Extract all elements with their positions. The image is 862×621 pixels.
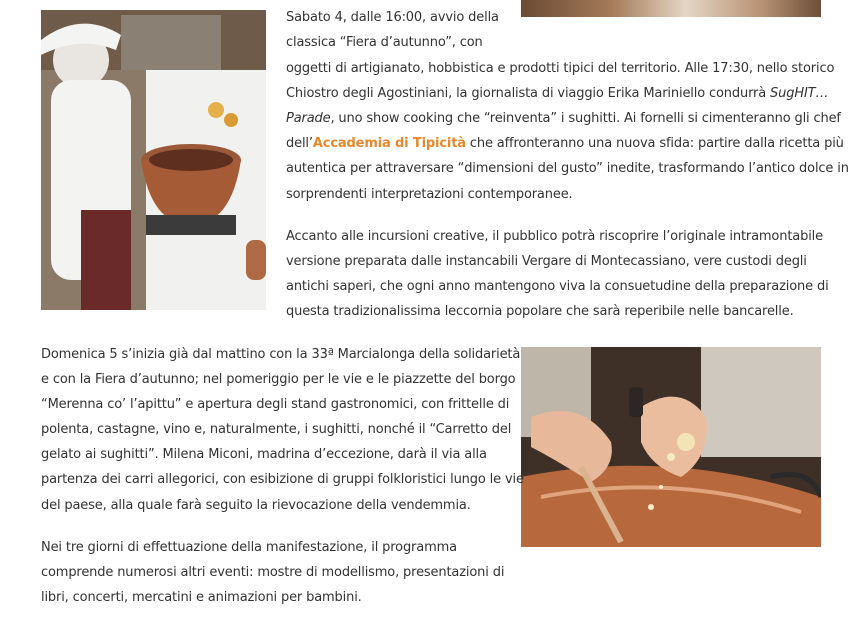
para1-line-3: oggetti di artigianato, hobbistica e prodotti tipici del territorio. Alle 17:30, nello storico [286, 61, 835, 76]
para3-line-6: partenza dei carri allegorici, con esibizione di gruppi folkloristici lungo le vie [41, 472, 524, 487]
para2-line-3: antichi saperi, che ogni anno mantengono viva la consuetudine della preparazione di [286, 279, 829, 294]
para3-line-4: polenta, castagne, vino e, naturalmente, i sughitti, nonché il “Carretto del [41, 422, 512, 437]
para2-line-2: versione preparata dalle instancabili Vergare di Montecassiano, vere custodi degli [286, 254, 807, 269]
para4-line-3: libri, concerti, mercatini e animazioni per bambini. [41, 590, 362, 605]
para1-line-8: sorprendenti interpretazioni contemporanee. [286, 187, 573, 202]
para2-line-4: questa tradizionalissima leccornia popolare che sarà reperibile nelle bancarelle. [286, 304, 794, 319]
sughit-title-part-1: SugHIT… [770, 86, 829, 101]
top-right-photo [521, 0, 821, 17]
para1-line-6-prefix: dell’ [286, 136, 313, 151]
para1-line-2: classica “Fiera d’autunno”, con [286, 35, 483, 50]
para1-line-6-text: che affronteranno una nuova sfida: partire dalla ricetta più [465, 136, 844, 151]
para4-line-1: Nei tre giorni di effettuazione della manifestazione, il programma [41, 540, 457, 555]
para3-line-5: gelato ai sughitti”. Milena Miconi, madrina d’eccezione, darà il via alla [41, 447, 487, 462]
sughit-title-part-2: Parade [286, 111, 331, 126]
para1-line-1: Sabato 4, dalle 16:00, avvio della [286, 10, 499, 25]
para3-line-2: e con la Fiera d’autunno; nel pomeriggio per le vie e le piazzette del borgo [41, 372, 516, 387]
cook-stirring-pot-photo [41, 10, 266, 310]
accademia-di-tipicita-link[interactable]: Accademia di Tipicità [312, 136, 466, 151]
para1-line-4 [286, 81, 828, 106]
para3-line-3: “Merenna co’ l’apittu” e apertura degli stand gastronomici, con frittelle di [41, 397, 510, 412]
para1-line-4-text: Chiostro degli Agostiniani, la giornalista di viaggio Erika Mariniello condurrà [286, 86, 771, 101]
cook-stirring-pot-illustration [41, 10, 266, 310]
para2-line-1: Accanto alle incursioni creative, il pubblico potrà riscoprire l’originale intramontabile [286, 229, 823, 244]
para1-line-5-text: , uno show cooking che “reinventa” i sughitti. Ai fornelli si cimenteranno gli chef [330, 111, 841, 126]
para1-line-5 [286, 106, 841, 131]
hands-over-copper-pot-photo [521, 347, 821, 547]
para1-line-6 [286, 131, 844, 156]
para3-line-1: Domenica 5 s’inizia già dal mattino con la 33ª Marcialonga della solidarietà [41, 347, 521, 362]
para3-line-7: del paese, alla quale farà seguito la rievocazione della vendemmia. [41, 498, 471, 513]
para1-line-7: autentica per attraversare “dimensioni del gusto” inedite, trasformando l’antico dolce in [286, 161, 849, 176]
hands-over-copper-pot-illustration [521, 347, 821, 547]
para4-line-2: comprende numerosi altri eventi: mostre di modellismo, presentazioni di [41, 565, 505, 580]
